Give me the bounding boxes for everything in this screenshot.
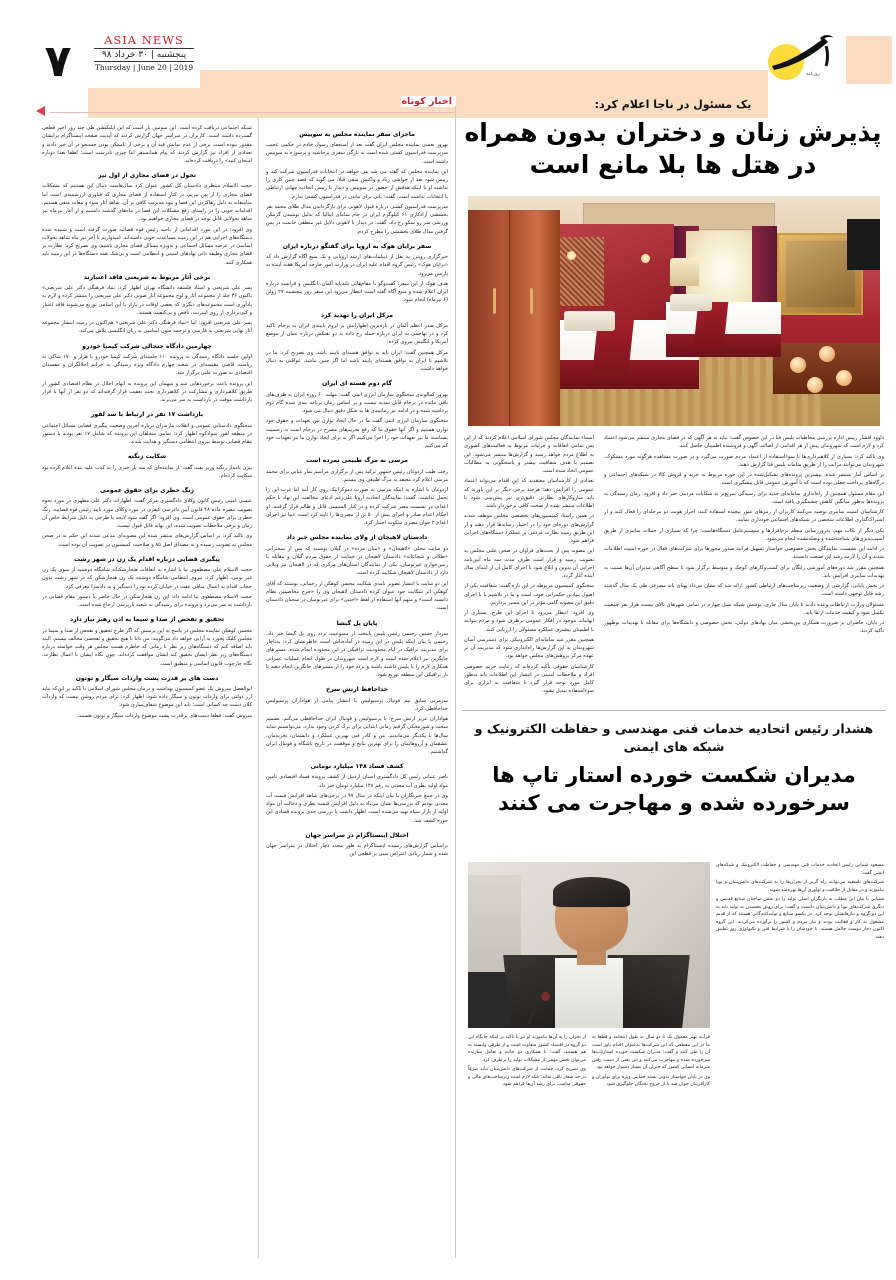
- text-column-4: [604, 434, 884, 696]
- column1-subheading: چهارمین دادگاه جنجالی شرکت کیمیا خودرو: [82, 342, 212, 350]
- article-divider: [462, 710, 886, 711]
- article2-left-paragraph: از بحران را به آن‌ها بیاموزند او نیز با تاکید بر اینکه جایگاه این دو گروه در اقتصاد کشور متفاوت است و از طرفی وابسته به هم هستند، گفت: با همکاری دو جانبه و تعامل سازنده می‌توان بخش مهمی از مشکلات تولید را برطرف کرد.: [468, 1035, 586, 1063]
- column1-paragraph: وی تاکید کرد: بر اساس گزارش‌های منتشر شده این مصوبه‌ای مدعی شدند این حکم نه در صحن مجلس به تصویب رسیده و نه مصداق اصل ۸۵ و صلاحیت کمیسیون در تصویب آن بوده است.: [42, 533, 252, 548]
- column1-subheading: زنگ خطری برای حقوق عمومی: [99, 487, 195, 495]
- column4-paragraph: بر اساس آمار منتشر شده، بیشترین پرونده‌های تشکیل‌شده در این حوزه مربوط به خرید و فروش کالا در شبکه‌های اجتماعی و درگاه‌های پرداخت جعلی بوده است که با آموزش عمومی قابل پیشگیری است.: [604, 472, 884, 487]
- column2-paragraph: خبرگزاری رویترز به نقل از دیپلمات‌های ارشد اروپایی و یک منبع آگاه گزارش داد که «برایان هوک» رئیس گروه اقدام علیه ایران در وزارت امور خارجه آمریکا هفته آینده به پاریس می‌رود.: [266, 254, 448, 277]
- column2-subheading: دادستان لاهیجان از ولای نماینده مجلس خبر داد: [286, 534, 428, 542]
- column1-paragraph: پسر علی شریعتی افزود: اما «بنیاد فرهنگی دکتر علی شریعتی» هم‌اکنون در زمینه انتشار مجموعه آثار نهایی شریعتی به فارسی و ترجمه متون اساسی به زبان انگلیسی تلاش می‌کند.: [42, 320, 252, 335]
- column2-paragraph: هواداران عزیز ارتش سرخ؛ با پرسپولیس و فوتبال ایران خداحافظی می‌کنم. تصمیم سخت و شورمحکی گرفتم زمانی ابتدایی برای ترک کردن وجود ندارد. می‌توانستم شاید سال‌ها با یکدیگر می‌ماندیم. من و کادر فنی بهترین عملکرد و دانشمان، تجربه‌مان، عشقمان و آرزوهایمان را برای بهترین نتایج و موفقیت در تاریخ باشگاه و فوتبال ایران گذاشتیم.: [266, 716, 448, 755]
- column2-subheading: کشف فساد ۱۴۸ میلیارد تومانی: [310, 763, 404, 771]
- masthead-right-swatch: [846, 36, 892, 84]
- column4-paragraph: داوود افشار رییس اداره بررسی مخاطبات پلیس فتا در این خصوص گفت: نباید به هر آگهی که در فضای مجازی منتشر می‌شود اعتماد کرد و لازم است که شهروندان پیش از هر اقدامی از اصالت آگهی و فروشنده اطمینان حاصل کنند.: [604, 435, 884, 450]
- text-column-3: [464, 434, 594, 696]
- column2-paragraph: سرپرست فدراسیون کشتی درباره قبول لاهوتی برای بازگرداندن مدال طلای محمد بقر بخششی آزادکاری ۶۱ کیلوگرم ایران در جام سامای ایتالیا که بدلیل نوشیدن گرمکن ورزشی سر رو سکو رخ داد، گفت: در دیدار با لاهوتی دلایل غیر منطقی خانمت در پس گرفتن مدال طلای بخششی را مطرح کردم.: [266, 203, 448, 235]
- column2-subheading: گام دوم هسته ای ایران: [322, 380, 392, 388]
- column1-paragraph: عیسی امینی رئیس کانون وکلای دادگستری مرکز گفت: اظهارات دکتر علی مطهری در مورد نحوه تصویب تبصره ماده ۴۸ قانون آیین دادرسی کیفری در مورد وکلای مورد تایید رئیس قوه قضاییه، زنگ خطری برای حقوق عمومی است. وی افزود: اگر گفته شود لایحه یا طرحی به دلیل شرایط خاص آن زمان و برخی ملاحظات تصویب شده، این بهانه قابل قبول نیست.: [42, 498, 252, 530]
- article2-center-paragraph: فرآیند بهتر معمول یک تا دو سال به طول اینجامد و قطعاً به ما در این مقطعی که این شرکت‌ها به‌عنوان اقدام یاور است آن را طی کنند و گفت: مدیران شکست خورده استارتاپ‌ها سرخورده شده و مهاجرت می‌کنند و این یعنی از دست رفتن سرمایه انسانی کشور که جبران آن بسیار دشوار خواهد بود.: [592, 1035, 710, 1071]
- column4-paragraph: همچنین مقرر شد دوره‌های آموزشی رایگان برای کسب‌وکارهای کوچک و متوسط برگزار شود تا سطح آگاهی مدیران آن‌ها نسبت به تهدیدات سایبری افزایش یابد.: [604, 564, 884, 579]
- column1-paragraph: وی افزود: در این مورد اقداماتی از ناحیه رئیس قوه قضائیه صورت گرفته است و شنیده شده دستگاه‌های اجرایی هم در این زمینه مساعدت خوبی داشته‌اند. امیدواریم تا آخر تیر ماه شاهد تحولات اساسی در عرصه مسائل اجتماعی و به‌ویژه مسائل فضای مجازی باشیم. وی تصریح کرد: نظارت بر فضای مجازی وظیفه ذاتی نهادهای امنیتی و انتظامی است و بی‌شک همه دستگاه‌ها در این زمینه باید همکاری کنند.: [42, 226, 252, 266]
- column1-subheading: تحول در فضای مجازی از اول تیر: [98, 172, 196, 180]
- column3-paragraph: کارشناسان حقوقی تأکید کرده‌اند که رعایت حریم خصوصی افراد و ملاحظات امنیتی در انتشار این اطلاعات باید به‌طور کامل مورد توجه قرار گیرد تا شفافیت به ابزاری برای سوءاستفاده تبدیل نشود.: [464, 663, 594, 695]
- second-article-kicker: هشدار رئیس اتحادیه خدمات فنی مهندسی و حفاظت الکترونیک و شبکه های ایمنی: [474, 721, 874, 755]
- column2-subheading: مرکل ایران را تهدید کرد: [320, 311, 394, 319]
- brand-name-en: ASIA NEWS: [104, 33, 184, 47]
- publication-date-en: Thursday | June 20 | 2019: [94, 63, 194, 72]
- column2-subheading: سفر برایان هوک به اروپا برای گفتگو درباره ایران: [282, 242, 432, 250]
- column1-paragraph: حجت الاسلام منتظری دادستان کل کشور عنوان کرد سال‌هاست دنبال این هستیم که مشکلات فضای مجازی را از بین ببریم، در کنار استفاده از فضای مجازی که فناوری ارزشمندی است اما متاسفانه به دلیل رهاکردن این فضا و نبود مدیریت کافی بر آن، شاهد آثار سوء و تبعات منفی هستیم. اقدامات خوبی را در راستای رفع مشکلات این فضا در ماه‌های گذشته داشتیم و از آغاز تیرماه نیز شاهد تحولاتی قابل توجه در فضای مجازی خواهیم بود.: [42, 183, 252, 223]
- article2-right-paragraph: مسعود شنیایی رئیس اتحادیه خدمات فنی مهندسی و حفاظت الکترونیک و شبکه‌های ایمنی گفت:: [716, 863, 884, 876]
- column1-paragraph: شبکه اجتماعی دریافت کرده است. این سومین بار است که این اپلیکیشن طی چند روز اخیر قطعی گسترده داشته است. کاربران در سراسر جهان گزارش کردند که آپدیت صفحه اینستاگرام برایشان مقدور نبوده است، برخی از عدم نمایش فید آن و برخی از ناممکن بودن جستجو در آن خبر دادند و تعدادی از افراد نیز گزارش کردند که پیام همانستقر اما چیزی نادرست است؛ لطفا بعدا دوباره امتحان کنید» را دریافت کرده‌اند.: [42, 125, 252, 164]
- text-column-2: [266, 124, 448, 1254]
- nameplate-divider-bottom: [94, 61, 194, 62]
- column1-subheading: دست های پر قدرت پشت واردات سیگار و توتون: [75, 674, 219, 682]
- column3-paragraph: در همین راستا، کمیسیون‌های تخصصی مجلس موظف شدند گزارش‌های دوره‌ای خود را در اختیار رسانه‌ها قرار دهند و از این طریق زمینه نظارت مردمی بر عملکرد دستگاه‌های اجرایی فراهم شود.: [464, 513, 594, 544]
- article2-right-paragraph: شرکت‌های بلسفیه می‌توانند راه گریز از بحران‌ها را به شرکت‌های دانش‌بنیان و نوپا بیاموزند و در مقابل از خلاقیت و نوآوری آن‌ها بهره‌مند شوند.: [716, 880, 884, 893]
- column1-paragraph: حجت الاسلام مصطفوی نیا ادامه داد: این زن هنجارشکن در حال حاضر با دستور مقام قضایی در بازداشت به سر می‌برد و پرونده برای رسیدگی به شعبه بازپرسی ارجاع شده است.: [42, 593, 252, 609]
- second-article-column-center: [592, 1034, 710, 1250]
- short-news-section-header: [36, 96, 456, 118]
- column-rule-1: [258, 118, 259, 1258]
- column1-paragraph: ابوالفضل سروش یک عضو کمیسیون بهداشت و درمان مجلس شورای اسلامی با تاکید بر این‌که نباید ارز دولتی برای واردات توتون و سیگار داده شود، اظهار کرد: برای مردم روشن نیست که واردات کلان دست چه کسانی است؛ باید این موضوع شفاف‌سازی شود.: [42, 685, 252, 709]
- column3-paragraph: تعدادی از کارشناسان معتقدند که این اقدام می‌تواند اعتماد عمومی را افزایش دهد؛ هرچند برخی دیگر بر این باورند که باید سازوکارهای نظارتی دقیق‌تری نیز پیش‌بینی شود تا اطلاعات منتشر شده از صحت کافی برخوردار باشد.: [464, 478, 594, 509]
- hero-article-header: [462, 98, 884, 181]
- column4-paragraph: در پایان، حاضران بر ضرورت همکاری بین‌بخشی میان نهادهای دولتی، بخش خصوصی و دانشگاه‌ها برای مقابله با تهدیدات نوظهور تأکید کردند.: [604, 620, 884, 635]
- column2-paragraph: مرکل صدر اعظم آلمان در تازه‌ترین اظهاراتش بر لزوم پایبندی ایران به برجام تاکید کرد و در تهاجمی به ایران درباره حمله رخ داده به دو نفتکش درباره عمان از موضع آمریکا و انگلیس پیروی کرده.: [266, 322, 448, 346]
- column2-paragraph: سخنگوی سازمان انرژی اتمی گفت ما در حال ایجاد توازن بین تعهدات و حقوق خود توازن هستیم و اگر آنها حقوق ما که رفع تحریم‌های مصرح در برجام است به رسمیت بشناسند ما نیز تعهدات خود را اجرا می‌کنیم اگر نه برای ایجاد توازن ما نیز تعهدات خود کم می‌کنیم.: [266, 418, 448, 450]
- column2-paragraph: هدف هوک از این سفر، گفت‌وگو با مقام‌هایی بلندپایه آلمان، انگلیس و فرانسه درباره ایران اعلام شده و منبع آگاه گفته است انتظار می‌رود این سفر روز پنجشنبه ۲۷ ژوئن (۶ تیرماه) انجام شود.: [266, 280, 448, 304]
- section-rule: [50, 112, 456, 113]
- column1-paragraph: پسر علی شریعتی و استاد فلسفه دانشگاه تهران اظهار کرد: بنیاد فرهنگی دکتر علی شریعتی» تاکنون ۳۶ جلد از مجموعه آثار و لوح مجموعه آثار صوتی دکتر علی شریعتی را منتشر کرده و لازم به یادآوری است مجموعه‌های دیگری که بعضی اوقات در بازار با این اسامی توزیع می‌شوند فاقد اعتبار و کپی‌برداری از روی اینترنت، ناقص و بی‌کیفیت هستند.: [42, 285, 252, 316]
- play-triangle-icon: [36, 106, 45, 116]
- column2-paragraph: سرمربی سابق تیم فوتبال پرسپولیس با انتشار پیامی از هواداران پرسپولیس خداحافظی کرد.: [266, 697, 448, 712]
- column1-subheading: برخی آثار مربوط به شریعتی فاقد اعتبارند: [83, 273, 211, 281]
- text-column-1: [42, 124, 252, 1254]
- column4-paragraph: وی تاکید کرد: بسیاری از کلاهبرداری‌ها با سوءاستفاده از اعتماد مردم صورت می‌گیرد و در صورت مشاهده هرگونه مورد مشکوک، شهروندان می‌توانند مراتب را از طریق سامانه پلیس فتا گزارش دهند.: [604, 453, 884, 468]
- logo-wordmark-icon: [766, 32, 840, 86]
- column4-paragraph: این مقام مسئول همچنین از راه‌اندازی سامانه‌ای جدید برای رسیدگی سریع‌تر به شکایات مردمی خبر داد و افزود: زمان رسیدگی به پرونده‌ها به‌طور میانگین کاهش چشمگیری یافته است.: [604, 490, 884, 505]
- column2-paragraph: بهروز نعمتی نماینده مجلس ایران گفت بعد از استعفای رسول خادم در حکمی عجیب سرپرست فدراسیون کشتی شده است به تازگی سفری پرحاشیه و پرسوژه به سوییس داشته است.: [266, 142, 448, 165]
- column2-paragraph: این نماینده مجلس که گفته می شد می خواهد در انتخابات فدراسیون شرکت کند و رییس شود بعد از حواشی زیاد و واکنش منفی قبلا، می گوید که قصد چنین کاری را نداشته او با اینکه هدفش از حضور در سوییس و دیدار با رییس اتحادیه جهانی ارتباطی با انتخابات نداشته است، گفت: باتی برای ماندن در فدراسیون کشتی ندارم.: [266, 168, 448, 200]
- column1-subheading: تحقیق و تفحص از صدا و سیما به اذن رهبر نیاز دارد: [69, 616, 225, 624]
- column2-paragraph: این دو سایت با انتشار تصویر نامه‌ی شکایت محسن کوهکن از رحمانی، نوشتند که آقای کوهکن اثر شکایت خود عنوان کرده دادستان لاهیجان وی را «جرح مخاصمین نظام دانسته است» و متهم آنها استفاده از لفظ «اجنبی» برای غیربومیان در سخنان دادستان است.: [266, 580, 448, 612]
- second-article-column-right: [716, 862, 884, 1250]
- column2-subheading: پایان پل گیشا: [336, 619, 378, 627]
- column2-paragraph: اردوغان با اشاره به اینکه مرسی به صورت دموکراتیک روی کار آمد اما غرب این را تحمل نداشت، گفت: نمایندگان اتحادیه اروپا علی‌رغم ادعای مخالفت این نهاد با حکم اعدام، در نشست مصر شرکت کرده و در کنار السیسی قاتل و ظالم قرار گرفتند. او احکام اعدام صادر و اجرای بیش از ۵۰ تن از مصری‌ها را تایید کرد است. دنیا نیز اجرای اعدام ۲ جوان مصری سکوت اختیار کرد.: [266, 487, 448, 527]
- column2-subheading: خداحافظ ارتش سرخ: [325, 686, 389, 694]
- column3-paragraph: آسماء نمایندگان مجلس شورای اسلامی اعلام کردند که از این پس تمامی اتفاقات و جزئیات مربوط به فعالیت‌های کشوری به اطلاع مردم خواهد رسید و گزارش‌ها منتشر می‌شود. این تصمیم با هدف شفافیت بیشتر و پاسخگویی به مطالبات عمومی اتخاذ شده است.: [464, 435, 594, 474]
- hero-headline: پذیرش زنان و دختران بدون همراه در هتل ها بلا مانع است: [464, 118, 882, 179]
- column1-subheading: پیگیری قضایی درباره اقدام یک زن در شهر رشت: [74, 555, 220, 563]
- logo-subtitle: روزنامه: [806, 72, 820, 77]
- column3-paragraph: سخنگوی کمیسیون مربوطه در این باره گفت: شفافیت یکی از اصول بنیادین حکمرانی خوب است و ما در تلاشیم تا با اجرای دقیق این مصوبه گامی مؤثر در این مسیر برداریم.: [464, 583, 594, 606]
- article2-center-paragraph: وی در پایان خواستار تدوین بسته حمایتی ویژه برای نوآوران و کارآفرینان جوان شد تا از خروج نخبگان جلوگیری شود.: [592, 1074, 710, 1088]
- asia-logo: [766, 28, 840, 90]
- second-article-headline: مدیران شکست خورده استار تاپ ها سرخورده شده و مهاجرت می کنند: [492, 763, 856, 816]
- column1-paragraph: سخنگوی دادستانی عمومی و انقلاب مازندران درباره آخرین وضعیت پیگیری قضایی مسائل اجتماعی در منطقه لفور سوادکوه اظهار کرد: تمامی متخلفان این پرونده که شامل ۱۷ نفر بودند با دستور مقام قضایی توسط نیروی انتظامی دستگیر و هدایت شدند.: [42, 422, 252, 446]
- nameplate-divider-top: [94, 48, 194, 49]
- official-portrait-photo: [468, 862, 710, 1028]
- column4-paragraph: در ادامه این نشست، نمایندگان بخش خصوصی خواستار تسهیل فرایند صدور مجوزها برای شرکت‌های فعال در حوزه امنیت اطلاعات شدند و آن را لازمه رشد این صنعت دانستند.: [604, 546, 884, 561]
- column2-paragraph: سردار حسین رحیمی رئیس پلیس پایتخت از ممنوعیت تردد روی پل گیشا خبر داد. رحیمی با بیان اینکه پلیس در این زمینه در آماده‌باش است خاطرنشان کرد: به‌ناچار برای مدیریت ترافیک در ایام محدودیت ترافیکی در این محدوده انجام شده، مسیرهای جایگزین نیز اعلام شده است و لازم است شهروندان در طول انجام عملیات عمرانی همکاری لازم را با پلیس داشته باشند و تردد خود را از مسیرهای جایگزین انجام دهند تا بار ترافیکی این منطقه توزیع شود.: [266, 630, 448, 679]
- column4-paragraph: یکی دیگر از نکات مهم، به‌روزرسانی منظم نرم‌افزارها و سیستم‌عامل دستگاه‌هاست؛ چرا که بسیاری از حملات سایبری از طریق آسیب‌پذیری‌های شناخته‌شده و وصله‌نشده انجام می‌شود.: [604, 527, 884, 542]
- column4-paragraph: در بخش پایانی، گزارشی از وضعیت زیرساخت‌های ارتباطی کشور ارائه شد که نشان می‌داد پهنای باند مصرفی طی یک سال گذشته رشد قابل توجهی داشته است.: [604, 583, 884, 598]
- column2-paragraph: دو سایت محلی «لاهیجان» و «میان مرده» در گیلان نوشتند که پس از سخنرانی «ظلالی و شجاعانه» دادستان لاهیجان در حمایت از حقوق مردم گیلان و مقابله با زمین‌خواری غیربومیان، یکی از نمایندگان استان‌های مرکزی که در لاهیجان نیز ویلایی دارد از دادستان لاهیجان شکایت کرده است.: [266, 545, 448, 577]
- hotel-room-photo: [468, 196, 880, 426]
- column2-paragraph: رجب طیب اردوغان رئیس جمهور ترکیه پس از برگزاری مراسم نماز غیابی برای محمد مرسی اعلام کرد معتقد به مرگ طبیعی وی نیستم.: [266, 468, 448, 483]
- column1-paragraph: محسن کوهکن نماینده مجلس در پاسخ به این پرسش که اگر طرح تحقیق و تفحص از صدا و سیما در مجلس کلیک بخورد به آرایی خواهد داد می‌گویید: من ذاتا با هیچ تحقیق و تفحصی مخالف نیستم، البته باید اضافه کنم که دستگاه‌های زیر نظر تا زمانی که خاطرم هست مجلس هر وقت خواسته درباره دستگاه‌های زیر نظر ایشان تحقیق کند ایشان موافقت کرده‌اند. چون نگاه ایشان با اعمال نظارت، نگاه چارچوب قانون اساسی و منطبق است.: [42, 627, 252, 667]
- column2-paragraph: بهروز کمالوندی سخنگوی سازمان انرژی اتمی گفت: مهلت ۶۰ روزه ایران به طرف‌های باقی مانده در برجام قابل تمدید نیست و بر اساس زمان برنامه بندی شده گام دوم برداشته شده و در ادامه نیز زمانبندی ها به شکل دقیق دنبال می شود.: [266, 391, 448, 415]
- column1-paragraph: این پرونده باعث برخوردهایی شد و متهمان این پرونده به اتهام اخلال در نظام اقتصادی کشور از طریق کلاهبرداری و مشارکت در کلاهبرداری تحت تعقیب قرار گرفته‌اند که دو نفر از آنها با قرار بازداشت موقت در بازداشت به سر می‌برند.: [42, 380, 252, 404]
- column2-subheading: اختلال اینستاگرام در سراسر جهان: [305, 831, 409, 839]
- article2-right-paragraph: شنیایی با بیان این مطلب به بازیگران اصلی تولید را دو بخش صاحبان صنایع قدیمی و دیگری شرکت‌های نوپا و دانش‌بنیان دانست و گفت: برای رونق بخشیدن به تولید باید به این دو گروه و نیازهایشان توجه کرد. در یکسو صنایع و تولیدکنندگانی هستند که از قدیم مشغول به کار و فعالیت بودند و نیاز مردم و کشور را برآورده می‌کردند. این گروه اکنون دچار دوست چالش هستند. با خودشان را با شرایط فنی و تکنولوژی روز تطبیق دهند.: [716, 897, 884, 940]
- column4-paragraph: کارشناسان امنیت سایبری توصیه می‌کنند کاربران از رمزهای عبور پیچیده استفاده کنند، احراز هویت دو مرحله‌ای را فعال کنند و از اشتراک‌گذاری اطلاعات شخصی در شبکه‌های اجتماعی خودداری نمایند.: [604, 509, 884, 524]
- column3-paragraph: وی افزود: انتظار می‌رود با اجرای این طرح، بسیاری از ابهامات موجود در افکار عمومی برطرف شود و مردم بتوانند با اطمینان بیشتری عملکرد مسئولان را ارزیابی کنند.: [464, 610, 594, 633]
- column4-paragraph: مسئولان وزارت ارتباطات وعده دادند تا پایان سال جاری، پوشش شبکه نسل چهارم در تمامی شهرهای بالای بیست هزار نفر جمعیت تکمیل شود و کیفیت خدمات ارتقا یابد.: [604, 601, 884, 616]
- masthead-nameplate: [88, 32, 200, 88]
- column1-paragraph: حجت الاسلام علی مصطفوی نیا با اشاره به اتفاقات هنجارشکنانه شامگاه دوشنبه از سوی یک زن غیر بومی، اظهار کرد: نیروی انتظامی شامگاه دوشنبه یک زن هنجارشکن که در شهر رشت بدون حجاب اقدام به اعمال منافی عفت در خیابان کرده بود را دستگیر و به دادسرا معرفی کرد.: [42, 567, 252, 590]
- column1-subheading: بازداشت ۱۷ نفر در ارتباط با سد لفور: [90, 411, 204, 419]
- short-news-label: اخبار کوتاه: [401, 96, 456, 107]
- column2-paragraph: مرکل همچنین گفت: ایران باید به توافق هسته‌ای پایبند باشد. وی تصریح کرد: ما در تلاشیم تا ایران به توافق هسته‌ای پایبند باشد اما اگر چنین نباشد، عواقبی به دنبال خواهد داشت.: [266, 349, 448, 373]
- column3-paragraph: همچنین مقرر شد سامانه‌ای الکترونیکی برای دسترسی آسان شهروندان به این گزارش‌ها راه‌اندازی شود که مدیریت آن بر عهده مرکز پژوهش‌های مجلس خواهد بود.: [464, 636, 594, 660]
- page-number: ۷: [44, 36, 72, 87]
- second-article-header: [462, 720, 886, 818]
- column2-paragraph: براساس گزارش‌های رسیده اینستاگرام به طور مجدد دچار اختلال در سراسر جهان شده و شمار زیادی اعتراض مبنی بر قطعی این: [266, 843, 448, 858]
- column-rule-2: [455, 106, 456, 1258]
- column3-paragraph: این مصوبه پس از بحث‌های فراوان در صحن علنی مجلس به تصویب رسید و قرار است ظرف مدت سه ماه آیین‌نامه اجرایی آن تدوین و ابلاغ شود تا اجرای کامل آن از ابتدای سال آینده آغاز گردد.: [464, 548, 594, 579]
- second-article-column-left: [468, 1034, 586, 1250]
- column1-paragraph: اولین جلسه دادگاه رسیدگی به پرونده ۱۱۰ جلسه‌ای شرکت کیمیا خودرو با هزار و ۱۷۰ شاکی به ریاست قاضی مقیسه‌ای در شعبه چهارم دادگاه ویژه رسیدگی به جرایم اخلالگران و مفسدان اقتصادی به صورت علنی برگزار شد.: [42, 353, 252, 377]
- hero-kicker: یک مسئول در ناجا اعلام کرد:: [594, 98, 752, 111]
- publication-date-fa: پنجشنبه | ۳۰ خرداد ۹۸: [101, 50, 187, 60]
- column1-paragraph: بیژن نامدار زنگنه وزیر نفت گفت: از نماینده‌ای که سه بار خبری را به کذب علیه بنده اعلام کرده بود شکایت کرده‌ام.: [42, 464, 252, 479]
- column2-paragraph: وی در جمع خبرنگاران با بیان اینکه در سال ۹۷ در برخی‌های شاهد افزایش قیمت آب معدنی بودیم که بررسی‌ها نشان می‌داد به دلیل افزایش قیمت بطری و دخالت آن مواد اولیه از بازار سیاه تهیه می‌شده است. اظهار داشت با بررسی جدی پرونده فسادی این حوزه کشف شد.: [266, 792, 448, 824]
- column2-subheading: مرسی به مرگ طبیعی نمرده است: [306, 457, 408, 465]
- column2-subheading: ماجرای سفر نماینده مجلس به سوییس: [299, 131, 415, 138]
- column1-subheading: شکایت زنگنه: [127, 453, 167, 461]
- column2-paragraph: ناصر عتباتی رئیس کل دادگستری استان اردبیل از کشف پرونده فساد اقتصادی تامین مواد اولیه بطری آب معدنی به رقم ۱۴۸ میلیارد تومان خبر داد.: [266, 774, 448, 789]
- column1-paragraph: سروش گفت: قطعا دست‌های پرقدرت پشت موضوع واردات سیگار و توتون هستند.: [77, 712, 252, 719]
- article2-left-paragraph: وی تصریح کرد: حمایت از شرکت‌های دانش‌بنیان نباید صرفاً در حد شعار باقی بماند؛ بلکه لازم است زیرساخت‌های مالی و حقوقی مناسب برای رشد آن‌ها فراهم شود.: [468, 1067, 586, 1088]
